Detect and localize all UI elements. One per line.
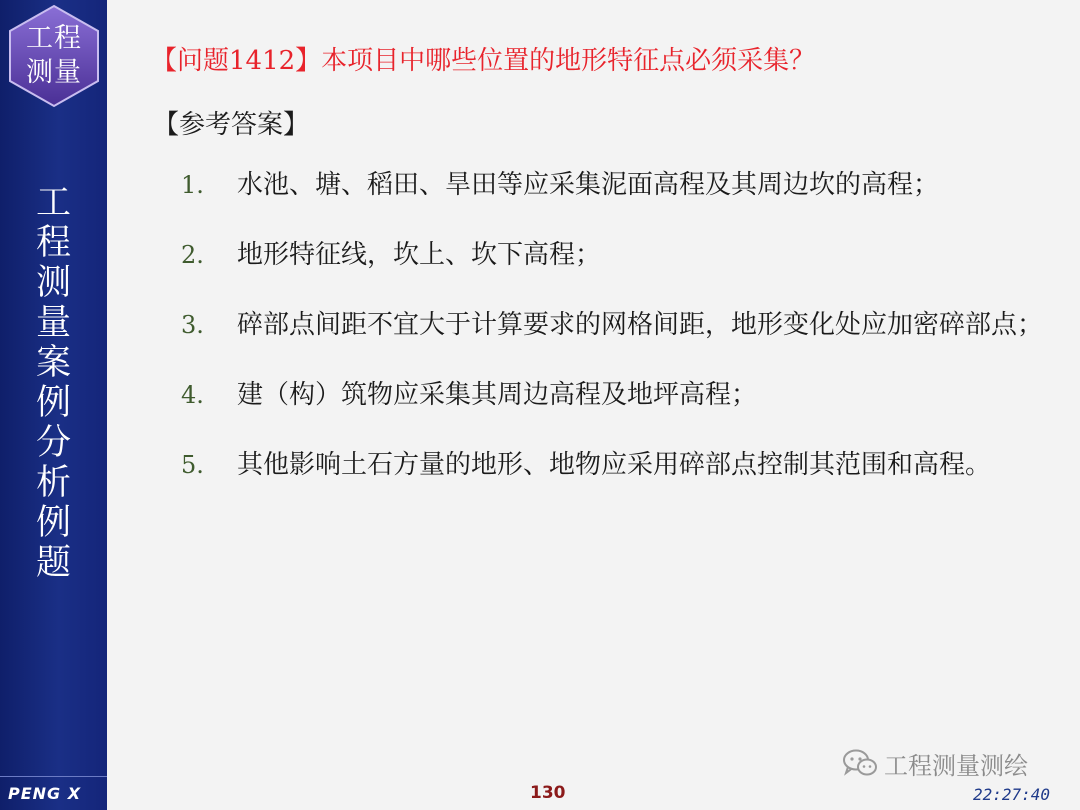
item-text: 地形特征线，坎上、坎下高程； (237, 240, 602, 270)
list-item (177, 370, 1057, 420)
item-number: 1. (181, 171, 204, 199)
vertical-title (0, 183, 107, 583)
item-text: 建（构）筑物应采集其周边高程及地坪高程； (237, 380, 758, 410)
list-item (177, 300, 1057, 350)
course-badge (7, 22, 101, 90)
list-item (177, 160, 1057, 210)
wechat-icon (842, 748, 878, 778)
title-char: 案 (35, 343, 71, 383)
item-text: 其他影响土石方量的地形、地物应采用碎部点控制其范围和高程。 (237, 450, 992, 480)
title-char: 程 (35, 223, 71, 263)
item-number: 3. (181, 311, 204, 339)
question-title: 【问题1412】本项目中哪些位置的地形特征点必须采集？ (151, 46, 816, 76)
title-char: 析 (35, 463, 71, 503)
list-item (177, 230, 1057, 280)
answer-list (177, 160, 1057, 510)
sidebar (0, 0, 107, 810)
answer-heading: 【参考答案】 (153, 110, 310, 140)
badge-line-1: 工程 (26, 23, 82, 54)
title-char: 例 (35, 503, 71, 543)
title-char: 量 (35, 303, 71, 343)
item-text: 碎部点间距不宜大于计算要求的网格间距，地形变化处应加密碎部点； (237, 310, 1044, 340)
title-char: 工 (35, 183, 71, 223)
title-char: 题 (35, 543, 71, 583)
sidebar-divider (0, 776, 107, 777)
item-number: 2. (181, 241, 204, 269)
list-item (177, 440, 1057, 490)
author-label: PENG X (8, 784, 82, 803)
item-text: 水池、塘、稻田、旱田等应采集泥面高程及其周边坎的高程； (237, 170, 940, 200)
watermark (842, 746, 1028, 780)
item-number: 5. (181, 451, 204, 479)
clock-time: 22:27:40 (973, 785, 1051, 804)
title-char: 分 (35, 423, 71, 463)
item-number: 4. (181, 381, 204, 409)
badge-line-2: 测量 (26, 57, 82, 88)
page-number: 130 (530, 783, 566, 803)
title-char: 测 (35, 263, 71, 303)
slide-content (107, 0, 1080, 810)
watermark-text: 工程测量测绘 (884, 751, 1028, 780)
title-char: 例 (35, 383, 71, 423)
